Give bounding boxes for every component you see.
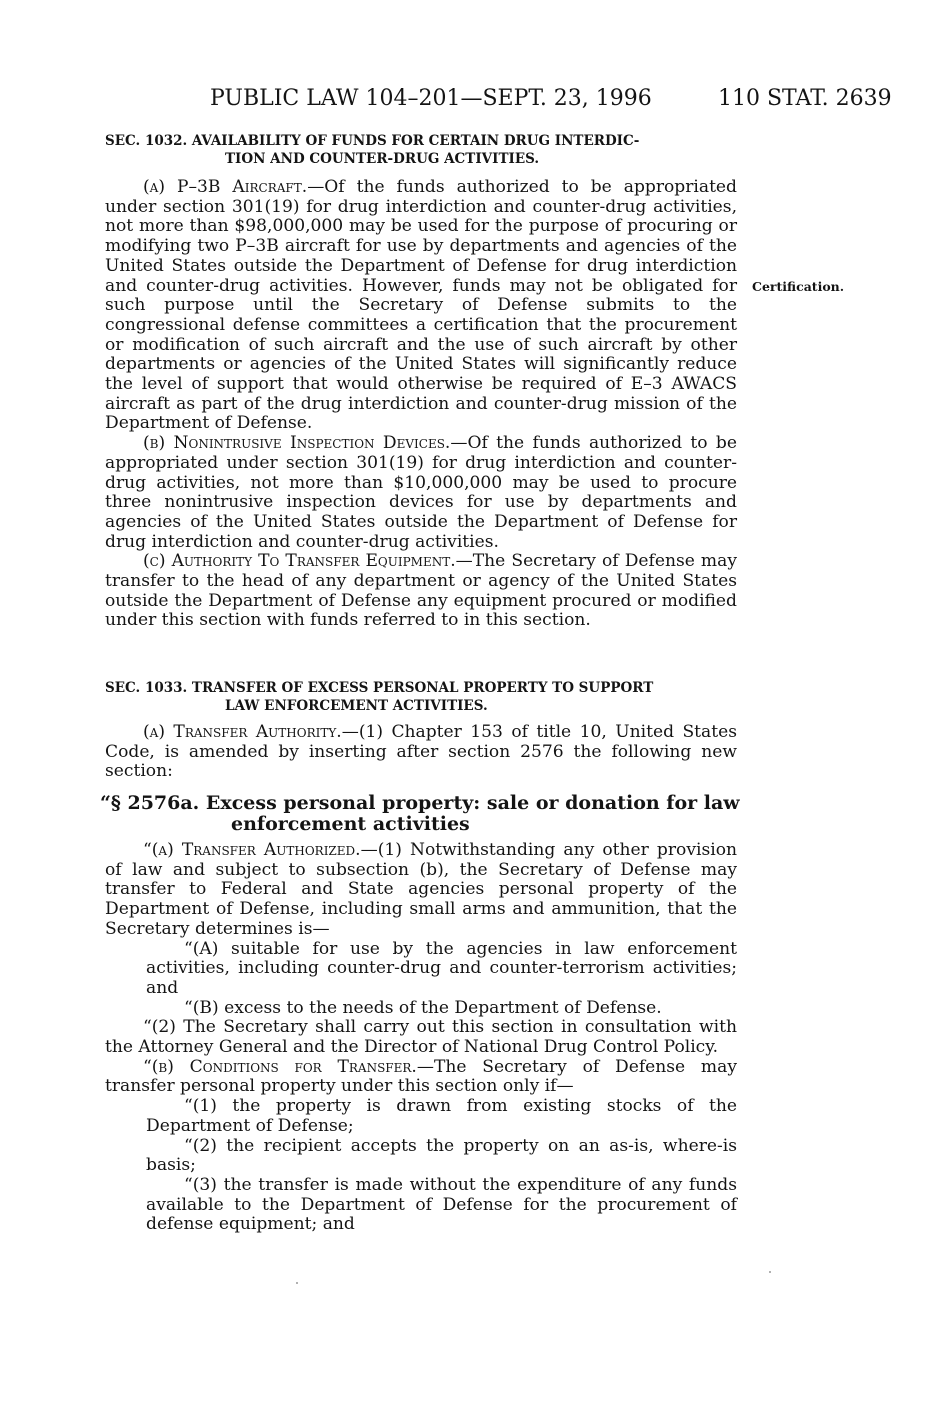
section-2576a-title xyxy=(100,793,750,835)
section-1033-title xyxy=(105,679,737,715)
page-number: 110 STAT. 2639 xyxy=(718,86,892,111)
transfer-authorized-paragraph xyxy=(105,841,737,940)
subsection-a-p3b-aircraft xyxy=(105,178,737,434)
subsection-a-transfer-authority xyxy=(105,723,737,782)
section-2576a-body xyxy=(105,841,737,1235)
section-1033-title-line2: LAW ENFORCEMENT ACTIVITIES. xyxy=(225,698,488,714)
conditions-heading: “(b) Conditions for Transfer. xyxy=(143,1056,417,1077)
subsection-b-heading: (b) Nonintrusive Inspection Devices. xyxy=(143,433,451,454)
subsection-c-heading: (c) Authority To Transfer Equipment. xyxy=(143,551,456,572)
scan-speck xyxy=(769,1271,771,1273)
running-header-title: PUBLIC LAW 104–201—SEPT. 23, 1996 xyxy=(210,86,652,111)
section-1032-title-line2: TION AND COUNTER-DRUG ACTIVITIES. xyxy=(225,151,540,167)
subsection-a-heading: (a) P–3B Aircraft. xyxy=(143,177,308,197)
transfer-authorized-text: —(1) Notwithstanding any other provision of law and subject to subsection (b), the Secretary of Defense may transfer to Federal and State agencies personal property of the Department of Defense, including small arms and ammunition, that the Secretary determines is— xyxy=(105,840,737,939)
scan-speck xyxy=(296,1282,298,1284)
section-1033-title-line1: SEC. 1033. TRANSFER OF EXCESS PERSONAL PROPERTY TO SUPPORT xyxy=(105,680,654,696)
conditions-for-transfer-paragraph xyxy=(105,1058,737,1097)
subsection-c-text: —The Secretary of Defense may transfer to the head of any department or agency of the United States outside the Department of Defense any equipment procured or modified under this section with funds referred to in this section. xyxy=(105,551,737,631)
condition-3: “(3) the transfer is made without the expenditure of any funds available to the Department of Defense for the procurement of defense equipment; and xyxy=(146,1174,737,1235)
section-1032-body xyxy=(105,178,737,631)
section-1032-title xyxy=(105,132,737,168)
transfer-authority-heading: (a) Transfer Authority. xyxy=(143,722,342,742)
subsection-b-text: —Of the funds authorized to be appropriated under section 301(19) for drug interdiction and counter-drug activities, not more than $10,000,000 may be used to procure three nonintrusive inspection devices for use by departments and agencies of the United States outside the Department of Defense for drug interdiction and counter-drug activities. xyxy=(105,433,737,552)
transfer-authorized-heading: “(a) Transfer Authorized. xyxy=(143,840,361,860)
transfer-authority-text: —(1) Chapter 153 of title 10, United States Code, is amended by inserting after section 2576 the following new section: xyxy=(105,722,737,782)
subsection-b-inspection-devices xyxy=(105,434,737,552)
clause-a-suitable-for-use: “(A) suitable for use by the agencies in law enforcement activities, including counter-drug and counter-terrorism activities; and xyxy=(146,938,737,998)
section-1032-title-line1: SEC. 1032. AVAILABILITY OF FUNDS FOR CERTAIN DRUG INTERDIC- xyxy=(105,133,640,149)
subsection-c-transfer-equipment xyxy=(105,552,737,631)
margin-note-certification: Certification. xyxy=(752,279,845,294)
section-2576a-title-line2: enforcement activities xyxy=(231,813,470,835)
paragraph-2-consultation: “(2) The Secretary shall carry out this section in consultation with the Attorney General and the Director of National Drug Control Policy. xyxy=(105,1017,737,1058)
section-1033-body xyxy=(105,723,737,782)
conditions-text: —The Secretary of Defense may transfer personal property under this section only if— xyxy=(105,1056,737,1097)
clause-b-excess: “(B) excess to the needs of the Department of Defense. xyxy=(184,997,662,1018)
subsection-a-text: —Of the funds authorized to be appropriated under section 301(19) for drug interdiction and counter-drug activities, not more than $98,000,000 may be used for the purpose of procuring or modifying two P–3B aircraft for use by departments and agencies of the United States outside the Department of Defense for drug interdiction and counter-drug activities. However, funds may not be obligated for such purpose until the Secretary of Defense submits to the congressional defense committees a certification that the procurement or modification of such aircraft and the use of such aircraft by other departments or agencies of the United States will significantly reduce the level of support that would otherwise be required of E–3 AWACS aircraft as part of the drug interdiction and counter-drug mission of the Department of Defense. xyxy=(105,177,737,434)
condition-1: “(1) the property is drawn from existing stocks of the Department of Defense; xyxy=(146,1096,737,1136)
section-2576a-title-line1: “§ 2576a. Excess personal property: sale or donation for law xyxy=(100,792,740,814)
condition-2: “(2) the recipient accepts the property on an as-is, where-is basis; xyxy=(146,1135,737,1176)
